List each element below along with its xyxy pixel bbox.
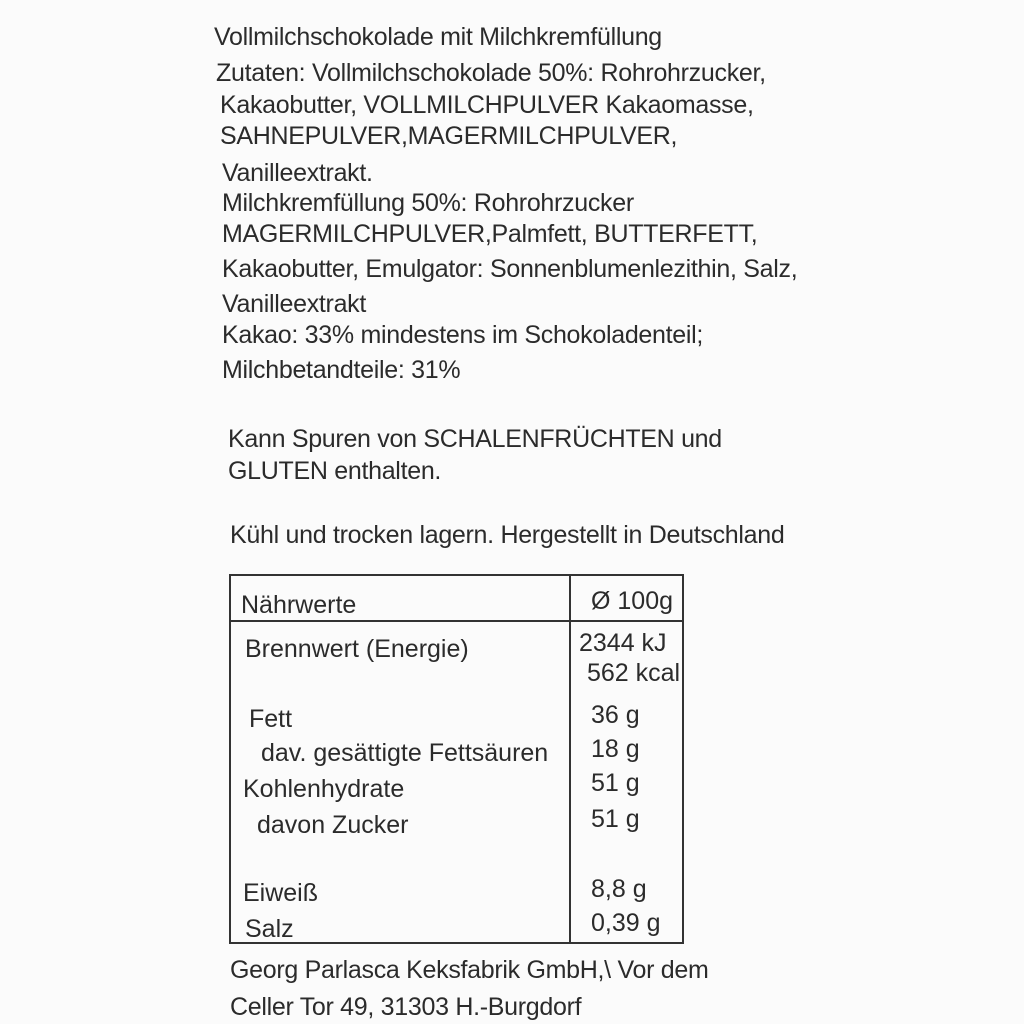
ingredients-line: Milchbetandteile: 31%	[222, 356, 461, 384]
ingredients-line: Vanilleextrakt	[222, 290, 367, 318]
table-divider	[231, 620, 682, 622]
nutrition-row-value: 8,8 g	[591, 875, 647, 903]
nutrition-header-label: Nährwerte	[241, 591, 357, 619]
manufacturer-line: Georg Parlasca Keksfabrik GmbH,\ Vor dem	[230, 956, 709, 984]
ingredients-line: Kakao: 33% mindestens im Schokoladenteil;	[222, 321, 704, 349]
allergen-line: Kann Spuren von SCHALENFRÜCHTEN und	[228, 425, 722, 453]
nutrition-row-value: 562 kcal	[587, 659, 681, 687]
ingredients-line: SAHNEPULVER,MAGERMILCHPULVER,	[220, 122, 678, 150]
ingredients-line: Vanilleextrakt.	[222, 159, 373, 187]
nutrition-row-value: 2344 kJ	[579, 629, 667, 657]
manufacturer-line: Celler Tor 49, 31303 H.-Burgdorf	[230, 993, 582, 1021]
ingredients-line: Zutaten: Vollmilchschokolade 50%: Rohrohrzucker,	[216, 59, 766, 87]
ingredients-line: Kakaobutter, VOLLMILCHPULVER Kakaomasse,	[220, 91, 754, 119]
nutrition-row-label: Fett	[249, 705, 293, 733]
nutrition-row-label: Eiweiß	[243, 879, 319, 907]
ingredients-line: Milchkremfüllung 50%: Rohrohrzucker	[222, 189, 634, 217]
allergen-line: GLUTEN enthalten.	[228, 457, 442, 485]
nutrition-row-value: 36 g	[591, 701, 640, 729]
table-divider	[569, 576, 571, 942]
nutrition-row-value: 18 g	[591, 735, 640, 763]
nutrition-row-label: davon Zucker	[257, 811, 409, 839]
nutrition-row-label: Salz	[245, 915, 294, 943]
nutrition-row-value: 51 g	[591, 805, 640, 833]
nutrition-row-value: 0,39 g	[591, 909, 661, 937]
nutrition-row-label: Kohlenhydrate	[243, 775, 405, 803]
storage-note: Kühl und trocken lagern. Hergestellt in Deutschland	[230, 521, 785, 549]
nutrition-table	[229, 574, 684, 944]
ingredients-line: Kakaobutter, Emulgator: Sonnenblumenlezithin, Salz,	[222, 255, 798, 283]
nutrition-row-label: dav. gesättigte Fettsäuren	[261, 739, 549, 767]
ingredients-line: MAGERMILCHPULVER,Palmfett, BUTTERFETT,	[222, 220, 758, 248]
nutrition-row-label: Brennwert (Energie)	[245, 635, 469, 663]
nutrition-row-value: 51 g	[591, 769, 640, 797]
nutrition-header-value: Ø 100g	[591, 587, 674, 615]
product-title: Vollmilchschokolade mit Milchkremfüllung	[214, 23, 662, 51]
